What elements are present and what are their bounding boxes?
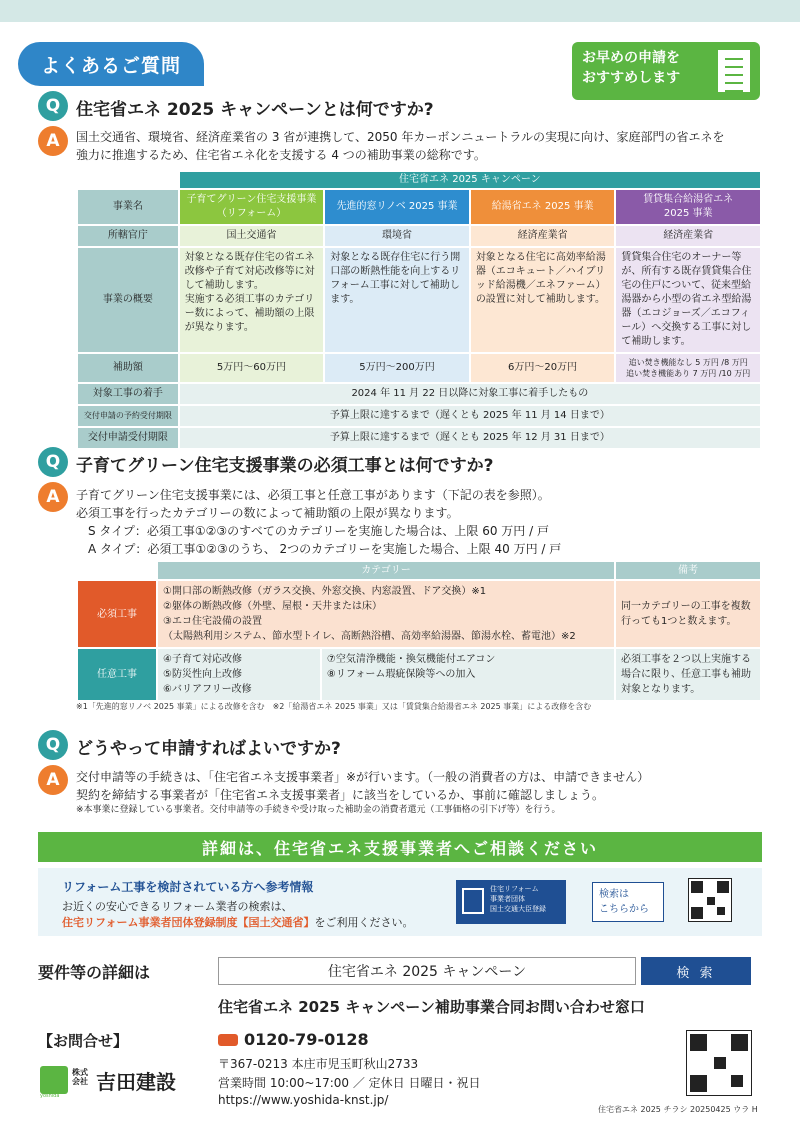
document-code: 住宅省エネ 2025 チラシ 20250425 ウラ H: [598, 1105, 758, 1114]
campaign-table: 住宅省エネ 2025 キャンペーン 事業名 子育てグリーン住宅支援事業 （リフォーム） 先進的窓リノベ 2025 事業 給湯省エネ 2025 事業 賃貸集合給湯省エネ 2025 事業 所轄官庁 国土交通省 環境省 経済産業省 経済産業省 事業の概要 対象となる既存住宅の省エネ改修や子育て対応改修等に対して補助します。 実施する必須工事のカテゴリー数によって、補助額の上限が異なります。 対象となる既存住宅に行う開口部の断熱性能を向上するリフォーム工事に対して補助します。 対象となる住宅に高効率給湯器（エコキュート／ハイブリッド給湯機／エネファーム）の設置に対して補助します。 賃貸集合住宅のオーナー等が、所有する既存賃貸集合住宅の住戸について、従来型給湯器から小型の省エネ型給湯器（エコジョーズ／エコフィール）へ交換する工事に対して補助します。 補助額 5万円～60万円 5万円～200万円 6万円～20万円 追い焚き機能なし 5 万円 /8 万円 追い焚き機能あり 7 万円 /10 万円 対象工事の着手 2024 年 11 月 22 日以降に対象工事に着手したもの 交付申請の予約受付期限 予算上限に達するまで（遅くとも 2025 年 11 月 14 日まで） 交付申請受付期限 予算上限に達するまで（遅くとも 2025 年 12 月 31 日まで）: [76, 170, 762, 450]
program-name: 子育てグリーン住宅支援事業 （リフォーム）: [179, 189, 325, 225]
q3-answer: 交付申請等の手続きは、「住宅省エネ支援事業者」※が行います。（一般の消費者の方は、申請できません） 契約を締結する事業者が「住宅省エネ支援事業者」に該当をしているか、事前に確認しましょう。 ※本事業に登録している事業者。交付申請等の手続きや受け取った補助金の消費者還元（工事価格の引下げ等）を行う。: [76, 770, 650, 815]
optional-label: 任意工事: [77, 648, 157, 701]
campaign-header: 住宅省エネ 2025 キャンペーン: [179, 171, 761, 189]
qr-code-icon[interactable]: [686, 1030, 752, 1096]
reform-info-box: リフォーム工事を検討されている方へ参考情報 お近くの安心できるリフォーム業者の検索は、 住宅リフォーム事業者団体登録制度【国土交通省】をご利用ください。 住宅リフォーム 事業者団体 国土交通大臣登録 検索は こちらから: [38, 868, 762, 936]
q2-answer: 子育てグリーン住宅支援事業には、必須工事と任意工事があります（下記の表を参照）。 必須工事を行ったカテゴリーの数によって補助額の上限が異なります。 S タイプ：必須工事①②③のすべてのカテゴリーを実施した場合は、上限 60 万円 / 戸 A タイプ：必須工事①②③のうち、 2つのカテゴリーを実施した場合、上限 40 万円 / 戸: [76, 488, 562, 556]
program-name: 先進的窓リノベ 2025 事業: [324, 189, 470, 225]
house-icon: [462, 888, 484, 914]
q2-q-icon: Q: [38, 447, 68, 477]
reform-registry-link[interactable]: 住宅リフォーム事業者団体登録制度【国土交通省】: [62, 916, 315, 929]
consult-banner: 詳細は、住宅省エネ支援事業者へご相談ください: [38, 832, 762, 862]
website-link[interactable]: https://www.yoshida-knst.jp/: [218, 1093, 389, 1107]
required-label: 必須工事: [77, 580, 157, 648]
details-label: 要件等の詳細は: [38, 963, 151, 982]
business-hours: 営業時間 10:00~17:00 ／ 定休日 日曜日・祝日: [218, 1076, 481, 1090]
top-band: [0, 0, 800, 22]
address: 〒367-0213 本庄市児玉町秋山2733: [218, 1057, 419, 1071]
early-line2: おすすめします: [582, 70, 681, 86]
q2-a-icon: A: [38, 482, 68, 512]
early-line1: お早めの申請を: [582, 50, 680, 66]
program-name: 給湯省エネ 2025 事業: [470, 189, 616, 225]
early-application-badge: [572, 42, 760, 100]
table-footnote: ※1「先進的窓リノベ 2025 事業」による改修を含む ※2「給湯省エネ 2025 事業」又は「賃貸集合給湯省エネ 2025 事業」による改修を含む: [76, 702, 592, 711]
required-items: ①開口部の断熱改修（ガラス交換、外窓交換、内窓設置、ドア交換）※1 ②躯体の断熱改修（外壁、屋根・天井または床） ③エコ住宅設備の設置 （太陽熱利用システム、節水型トイレ、高断熱浴槽、高効率給湯器、節湯水栓、蓄電池）※2: [157, 580, 615, 648]
search-here-box: 検索は こちらから: [592, 882, 664, 922]
contact-heading: 【お問合せ】: [38, 1032, 129, 1050]
contact-center-title: 住宅省エネ 2025 キャンペーン補助事業合同お問い合わせ窓口: [218, 998, 645, 1016]
q1-question: 住宅省エネ 2025 キャンペーンとは何ですか?: [76, 100, 434, 120]
reform-registry-badge: 住宅リフォーム 事業者団体 国土交通大臣登録: [456, 880, 566, 924]
qr-code-icon[interactable]: [688, 878, 732, 922]
q1-a-icon: A: [38, 126, 68, 156]
company-name: 吉田建設: [96, 1070, 176, 1094]
freedial-icon: [218, 1034, 238, 1046]
document-icon: [718, 50, 750, 92]
phone-number[interactable]: 0120-79-0128: [244, 1030, 369, 1049]
search-input[interactable]: 住宅省エネ 2025 キャンペーン: [218, 957, 636, 985]
q1-q-icon: Q: [38, 91, 68, 121]
works-table: カテゴリー 備考 必須工事 ①開口部の断熱改修（ガラス交換、外窓交換、内窓設置、ドア交換）※1 ②躯体の断熱改修（外壁、屋根・天井または床） ③エコ住宅設備の設置 （太陽熱利用システム、節水型トイレ、高断熱浴槽、高効率給湯器、節湯水栓、蓄電池）※2 同一カテゴリーの工事を複数行っても1つと数えます。 任意工事 ④子育て対応改修 ⑤防災性向上改修 ⑥バリアフリー改修 ⑦空気清浄機能・換気機能付エアコン ⑧リフォーム瑕疵保険等への加入 必須工事を２つ以上実施する場合に限り、任意工事も補助対象となります。: [76, 560, 762, 702]
q3-q-icon: Q: [38, 730, 68, 760]
q2-question: 子育てグリーン住宅支援事業の必須工事とは何ですか?: [76, 456, 494, 476]
q3-question: どうやって申請すればよいですか?: [76, 739, 341, 759]
faq-tab: よくあるご質問: [18, 42, 204, 86]
q3-a-icon: A: [38, 765, 68, 795]
q1-answer: 国土交通省、環境省、経済産業省の 3 省が連携して、2050 年カーボンニュートラルの実現に向け、家庭部門の省エネを 強力に推進するため、住宅省エネ化を支援する 4 つの補助事業の総称です。: [76, 130, 725, 162]
program-name: 賃貸集合給湯省エネ 2025 事業: [615, 189, 761, 225]
search-button[interactable]: 検 索: [641, 957, 751, 985]
company-logo: [40, 1066, 68, 1094]
